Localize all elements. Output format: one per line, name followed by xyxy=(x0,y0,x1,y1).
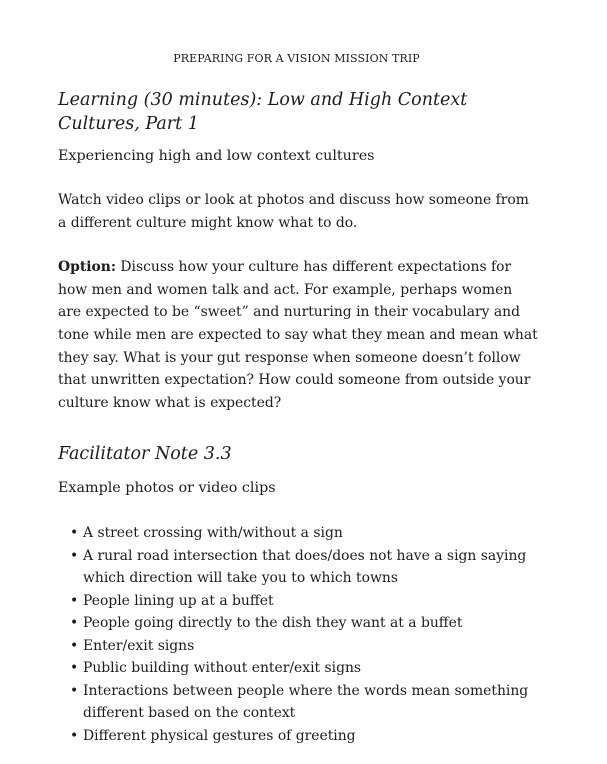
list-item-text: Different physical gestures of greeting xyxy=(83,727,356,744)
bullet-icon: • xyxy=(70,547,79,564)
list-item-text: A street crossing with/without a sign xyxy=(83,525,343,542)
list-item-text: People going directly to the dish they want at a buffet xyxy=(83,615,463,632)
list-item xyxy=(58,680,538,725)
option-paragraph xyxy=(58,256,538,414)
running-header: PREPARING FOR A VISION MISSION TRIP xyxy=(173,52,420,65)
bullet-icon: • xyxy=(70,727,79,744)
list-item-text: Public building without enter/exit signs xyxy=(83,660,362,677)
list-item xyxy=(58,635,538,658)
option-text: Discuss how your culture has different expectations for how men and women talk and act. For example, perhaps women are expected to be “sweet” and nurturing in their vocabulary and tone while men are expected to say what they mean and mean what they say. What is your gut response when someone doesn’t follow that unwritten expectation? How could someone from outside your culture know what is expected? xyxy=(58,259,538,411)
page-content xyxy=(58,88,538,747)
list-item xyxy=(58,725,538,748)
list-item xyxy=(58,545,538,590)
learning-subheading: Experiencing high and low context cultures xyxy=(58,148,375,164)
bullet-icon: • xyxy=(70,592,79,609)
example-list xyxy=(58,522,538,747)
option-label: Option: xyxy=(58,259,116,276)
list-item-text: Interactions between people where the words mean something different based on the context xyxy=(83,682,529,722)
bullet-icon: • xyxy=(70,660,79,677)
list-item xyxy=(58,590,538,613)
learning-paragraph: Watch video clips or look at photos and discuss how someone from a different culture might know what to do. xyxy=(58,192,529,231)
list-item xyxy=(58,522,538,545)
list-item-text: A rural road intersection that does/does not have a sign saying which direction will take you to which towns xyxy=(83,547,527,587)
bullet-icon: • xyxy=(70,525,79,542)
facilitator-subheading: Example photos or video clips xyxy=(58,480,276,497)
list-item-text: Enter/exit signs xyxy=(83,637,195,654)
learning-heading: Learning (30 minutes): Low and High Context Cultures, Part 1 xyxy=(58,90,468,134)
bullet-icon: • xyxy=(70,615,79,632)
facilitator-note-heading: Facilitator Note 3.3 xyxy=(58,444,232,465)
bullet-icon: • xyxy=(70,637,79,654)
list-item-text: People lining up at a buffet xyxy=(83,592,274,609)
list-item xyxy=(58,657,538,680)
list-item xyxy=(58,612,538,635)
bullet-icon: • xyxy=(70,682,79,699)
